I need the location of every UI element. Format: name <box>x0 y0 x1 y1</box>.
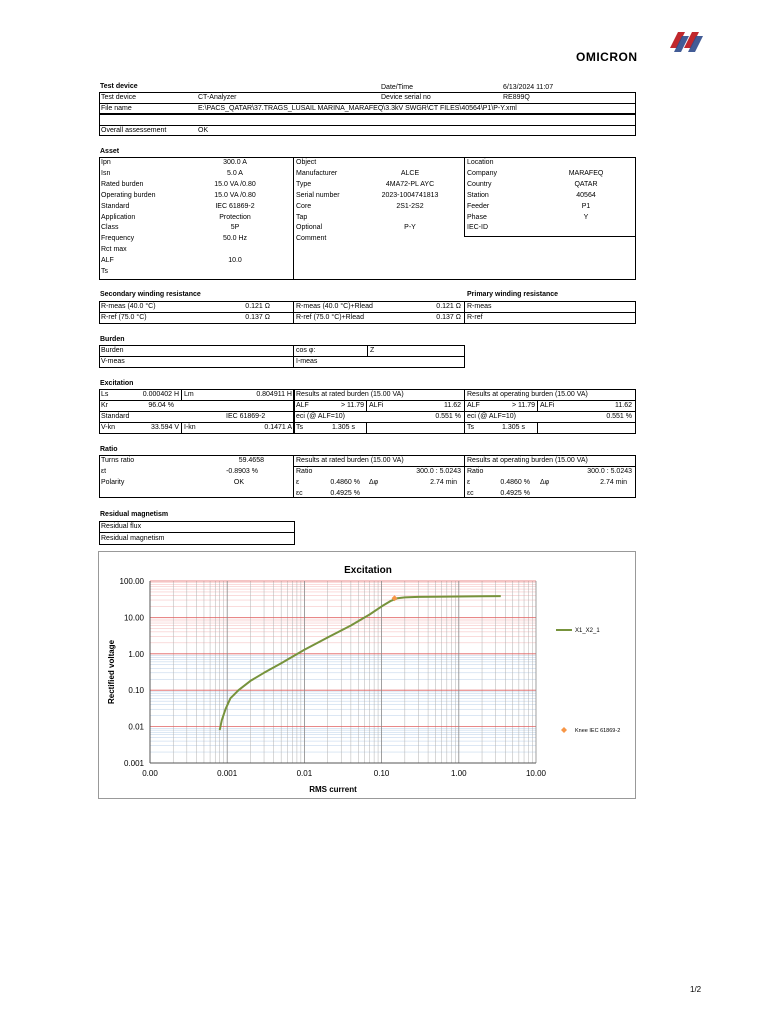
asset-value: P1 <box>581 202 591 210</box>
y-tick-label: 0.10 <box>128 686 144 696</box>
pri-rref-label: R-ref <box>467 314 483 321</box>
et-label: εt <box>101 468 107 475</box>
test-device-title: Test device <box>100 83 138 90</box>
standard-value: IEC 61869-2 <box>226 413 266 420</box>
asset-label: Class <box>101 224 119 232</box>
legend-label: X1_X2_1 <box>575 628 600 634</box>
kr-value: 96.04 % <box>148 402 174 409</box>
asset-label: Type <box>296 180 312 188</box>
cosphi-label: cos φ: <box>296 347 316 354</box>
asset-value: 50.0 Hz <box>222 235 248 243</box>
sec-rref-lead-value: 0.137 Ω <box>436 314 461 321</box>
datetime-value: 6/13/2024 11:07 <box>503 84 554 91</box>
turns-ratio-value: 59.4658 <box>238 457 264 464</box>
ratio-oper-ec-label: εc <box>467 490 474 497</box>
ratio-rated-ec-value: 0.4925 % <box>330 490 360 497</box>
vkn-value: 33.594 V <box>150 424 179 431</box>
asset-value: IEC 61869-2 <box>215 202 255 210</box>
polarity-value: OK <box>233 479 244 486</box>
ratio-rated-dphi-label: Δφ <box>369 479 379 486</box>
asset-label: Comment <box>296 235 327 243</box>
ratio-rated-dphi-value: 2.74 min <box>430 479 457 486</box>
lm-value: 0.804911 H <box>256 391 292 398</box>
asset-value: MARAFEQ <box>568 169 604 177</box>
asset-label: Station <box>467 191 489 199</box>
ratio-oper-dphi-value: 2.74 min <box>600 479 627 486</box>
ratio-rated-ratio-label: Ratio <box>296 468 313 475</box>
x-tick-label: 0.01 <box>296 769 313 778</box>
exc-rated-ts-label: Ts <box>296 424 303 431</box>
x-tick-label: 0.001 <box>217 769 238 778</box>
ikn-label: I-kn <box>184 424 196 431</box>
sec-rmeas-value: 0.121 Ω <box>245 303 270 310</box>
asset-label: Phase <box>467 213 487 221</box>
standard-label: Standard <box>101 413 130 420</box>
asset-label: Rct max <box>101 246 127 254</box>
exc-oper-eci-value: 0.551 % <box>606 413 632 420</box>
x-tick-label: 10.00 <box>525 769 547 778</box>
file-name-value: E:\PACS_QATAR\37.TRAGS_LUSAIL MARINA_MARAFEQ\3.3kV SWGR\CT FILES\40564\P1\P-Y.xml <box>198 105 517 112</box>
exc-oper-alf-label: ALF <box>467 402 480 409</box>
asset-value: Protection <box>219 213 251 221</box>
asset-label: Core <box>296 202 312 210</box>
logo-text: OMICRON <box>576 50 638 64</box>
asset-value: 40564 <box>576 191 596 199</box>
asset-title: Asset <box>100 148 120 155</box>
ratio-oper-dphi-label: Δφ <box>540 479 550 486</box>
ls-label: Ls <box>101 391 109 398</box>
z-label: Z <box>370 347 375 354</box>
kr-label: Kr <box>101 402 108 409</box>
y-tick-label: 0.001 <box>123 759 144 768</box>
sec-rmeas-lead-label: R-meas (40.0 °C)+Rlead <box>296 303 373 310</box>
chart-title: Excitation <box>344 565 392 576</box>
page-number: 1/2 <box>690 985 702 994</box>
ratio-title: Ratio <box>100 446 118 453</box>
vkn-label: V-kn <box>101 424 116 431</box>
ratio-rated-ec-label: εc <box>296 490 303 497</box>
asset-label: ALF <box>101 257 114 265</box>
asset-value: 15.0 VA /0.80 <box>214 191 256 199</box>
asset-value: Y <box>583 213 589 221</box>
test-device-label: Test device <box>101 94 137 101</box>
asset-label: Company <box>467 169 497 177</box>
asset-value: 5P <box>230 224 240 232</box>
asset-label: Object <box>296 159 317 166</box>
ratio-rated-e-value: 0.4860 % <box>330 479 360 486</box>
residual-title: Residual magnetism <box>100 511 169 518</box>
file-name-label: File name <box>101 105 132 112</box>
exc-oper-title: Results at operating burden (15.00 VA) <box>467 391 588 398</box>
exc-rated-alfi-value: 11.62 <box>444 402 461 409</box>
serial-label: Device serial no <box>381 94 431 101</box>
exc-oper-alf-value: > 11.79 <box>511 402 535 409</box>
ratio-oper-e-label: ε <box>467 479 471 486</box>
burden-label: Burden <box>101 347 124 354</box>
exc-rated-alf-value: > 11.79 <box>340 402 364 409</box>
exc-oper-alfi-label: ALFi <box>540 402 555 409</box>
ls-value: 0.000402 H <box>142 391 179 398</box>
ratio-oper-ratio-value: 300.0 : 5.0243 <box>587 468 632 475</box>
sec-rmeas-lead-value: 0.121 Ω <box>436 303 461 310</box>
asset-value: 15.0 VA /0.80 <box>214 180 256 188</box>
serial-value: RE899Q <box>503 94 530 101</box>
ratio-oper-title: Results at operating burden (15.00 VA) <box>467 457 588 464</box>
exc-rated-eci-label: eci (@ ALF=10) <box>296 413 345 420</box>
x-tick-label: 1.00 <box>451 769 467 778</box>
exc-oper-alfi-value: 11.62 <box>615 402 632 409</box>
asset-label: Ts <box>101 268 108 275</box>
imeas-label: I-meas <box>296 358 318 365</box>
asset-label: IEC-ID <box>467 224 488 232</box>
x-tick-label: 0.00 <box>142 769 158 778</box>
ratio-oper-e-value: 0.4860 % <box>500 479 530 486</box>
asset-label: Operating burden <box>101 191 156 199</box>
polarity-label: Polarity <box>101 479 125 486</box>
asset-value: 2S1-2S2 <box>396 202 424 210</box>
burden-title: Burden <box>100 336 125 343</box>
asset-value: 5.0 A <box>227 169 243 177</box>
y-tick-label: 10.00 <box>123 613 144 623</box>
asset-value: ALCE <box>400 169 420 177</box>
asset-value: 10.0 <box>228 257 242 265</box>
asset-label: Frequency <box>101 235 135 243</box>
asset-label: Isn <box>101 169 111 177</box>
asset-value: P-Y <box>404 224 416 232</box>
exc-rated-title: Results at rated burden (15.00 VA) <box>296 391 404 398</box>
y-axis-label: Rectified voltage <box>107 639 116 705</box>
asset-label: Serial number <box>296 191 340 199</box>
sec-rref-lead-label: R-ref (75.0 °C)+Rlead <box>296 314 364 321</box>
asset-label: Rated burden <box>101 180 144 188</box>
overall-value: OK <box>198 127 209 134</box>
x-axis-label: RMS current <box>309 785 357 794</box>
asset-label: Country <box>467 180 492 188</box>
ratio-rated-title: Results at rated burden (15.00 VA) <box>296 457 404 464</box>
legend-knee-label: Knee IEC 61869-2 <box>575 728 621 734</box>
excitation-title: Excitation <box>100 380 134 387</box>
residual-flux-label: Residual flux <box>101 523 142 530</box>
exc-rated-alf-label: ALF <box>296 402 309 409</box>
ratio-oper-ratio-label: Ratio <box>467 468 484 475</box>
asset-label: Feeder <box>467 202 490 210</box>
asset-value: 4MA72-PL AYC <box>385 180 435 188</box>
asset-label: Manufacturer <box>296 169 338 177</box>
sec-rref-value: 0.137 Ω <box>245 314 270 321</box>
sec-rref-label: R-ref (75.0 °C) <box>101 314 147 321</box>
primary-winding-title: Primary winding resistance <box>467 291 559 298</box>
y-tick-label: 1.00 <box>128 649 144 659</box>
exc-rated-ts-value: 1.305 s <box>332 424 355 431</box>
asset-value: QATAR <box>574 180 598 188</box>
asset-label: Optional <box>296 224 323 232</box>
exc-oper-ts-value: 1.305 s <box>502 424 525 431</box>
vmeas-label: V-meas <box>101 358 125 365</box>
residual-magnetism-label: Residual magnetism <box>101 535 165 542</box>
datetime-label: Date/Time <box>381 84 414 91</box>
ratio-rated-ratio-value: 300.0 : 5.0243 <box>416 468 461 475</box>
x-tick-label: 0.10 <box>373 769 390 778</box>
asset-label: Location <box>467 159 494 166</box>
asset-label: Standard <box>101 202 130 210</box>
exc-oper-ts-label: Ts <box>467 424 474 431</box>
turns-ratio-label: Turns ratio <box>101 457 135 464</box>
asset-value: 300.0 A <box>223 159 247 166</box>
asset-value: 2023-1004741813 <box>381 191 439 199</box>
omicron-logo <box>574 30 704 64</box>
excitation-chart <box>98 551 636 799</box>
y-tick-label: 0.01 <box>128 722 144 732</box>
asset-label: Application <box>101 213 136 221</box>
ratio-rated-e-label: ε <box>296 479 300 486</box>
exc-oper-eci-label: eci (@ ALF=10) <box>467 413 516 420</box>
test-device-value: CT-Analyzer <box>198 94 237 101</box>
overall-label: Overall assessement <box>101 127 167 134</box>
asset-label: Tap <box>296 213 308 221</box>
pri-rmeas-label: R-meas <box>467 303 492 310</box>
sec-rmeas-label: R-meas (40.0 °C) <box>101 303 156 310</box>
exc-rated-alfi-label: ALFi <box>369 402 384 409</box>
legend-knee-marker <box>561 727 567 733</box>
secondary-winding-title: Secondary winding resistance <box>100 291 201 298</box>
asset-label: Ipn <box>101 159 111 166</box>
ratio-oper-ec-value: 0.4925 % <box>500 490 530 497</box>
ikn-value: 0.1471 A <box>264 424 292 431</box>
exc-rated-eci-value: 0.551 % <box>435 413 461 420</box>
et-value: -0.8903 % <box>226 468 258 475</box>
y-tick-label: 100.00 <box>119 577 144 586</box>
lm-label: Lm <box>184 391 194 398</box>
